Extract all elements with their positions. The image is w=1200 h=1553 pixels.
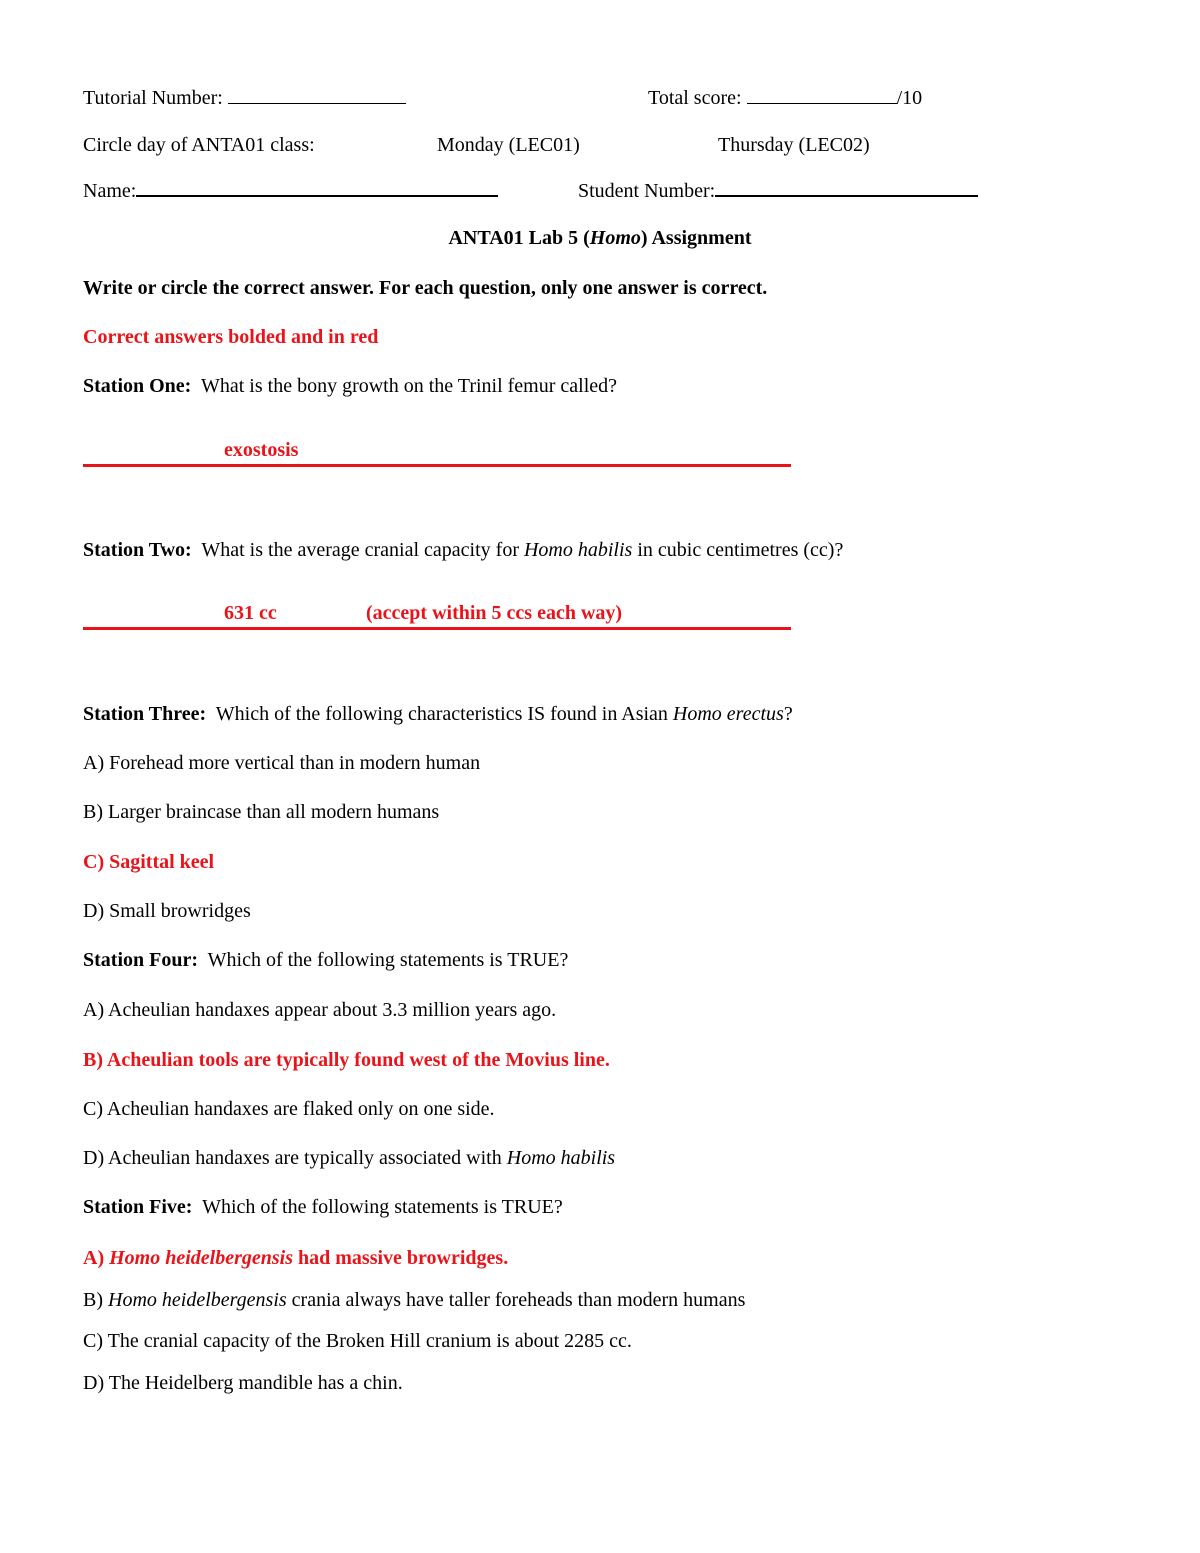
tutorial-number-row: [83, 88, 406, 108]
station-three-option-b[interactable]: B) Larger braincase than all modern humans: [83, 801, 440, 823]
total-score-suffix: /10: [896, 87, 923, 109]
station-four-option-a[interactable]: A) Acheulian handaxes appear about 3.3 million years ago.: [83, 999, 557, 1021]
station-four-option-b[interactable]: B) Acheulian tools are typically found west of the Movius line.: [83, 1049, 610, 1071]
page-title: ANTA01 Lab 5 (Homo) Assignment: [448, 227, 752, 249]
station-two-answer-line[interactable]: [83, 601, 791, 630]
total-score-label: Total score:: [648, 87, 742, 109]
station-three-question: Station Three: Which of the following characteristics IS found in Asian Homo erectus?: [83, 703, 793, 725]
station-three-option-a[interactable]: A) Forehead more vertical than in modern human: [83, 752, 481, 774]
station-two-answer: 631 cc: [224, 602, 277, 624]
total-score-row: [648, 88, 922, 108]
student-number-field[interactable]: [715, 195, 978, 197]
station-four-option-d[interactable]: D) Acheulian handaxes are typically associated with Homo habilis: [83, 1147, 616, 1169]
student-number-row: [578, 181, 978, 201]
station-two-answer-note: (accept within 5 ccs each way): [366, 602, 623, 624]
station-five-option-b[interactable]: B) Homo heidelbergensis crania always have taller foreheads than modern humans: [83, 1289, 746, 1311]
station-four-option-c[interactable]: C) Acheulian handaxes are flaked only on one side.: [83, 1098, 495, 1120]
tutorial-number-label: Tutorial Number:: [83, 87, 223, 109]
tutorial-number-field[interactable]: [228, 103, 406, 104]
station-one-question: Station One: What is the bony growth on the Trinil femur called?: [83, 375, 618, 397]
station-five-option-a[interactable]: A) Homo heidelbergensis had massive browridges.: [83, 1247, 509, 1269]
answer-key-note: Correct answers bolded and in red: [83, 326, 379, 348]
student-number-label: Student Number:: [578, 180, 716, 202]
total-score-field[interactable]: [747, 103, 897, 104]
station-five-option-c[interactable]: C) The cranial capacity of the Broken Hill cranium is about 2285 cc.: [83, 1330, 632, 1352]
station-one-answer: exostosis: [224, 439, 299, 461]
station-three-option-c[interactable]: C) Sagittal keel: [83, 851, 215, 873]
station-three-option-d[interactable]: D) Small browridges: [83, 900, 251, 922]
circle-day-label: Circle day of ANTA01 class:: [83, 134, 315, 156]
station-four-question: Station Four: Which of the following statements is TRUE?: [83, 949, 569, 971]
name-field[interactable]: [136, 195, 498, 197]
station-five-option-d[interactable]: D) The Heidelberg mandible has a chin.: [83, 1372, 403, 1394]
name-row: [83, 181, 498, 201]
option-monday[interactable]: Monday (LEC01): [437, 134, 580, 156]
option-thursday[interactable]: Thursday (LEC02): [718, 134, 870, 156]
instructions: Write or circle the correct answer. For each question, only one answer is correct.: [83, 277, 768, 299]
station-one-answer-line[interactable]: [83, 438, 791, 467]
station-five-question: Station Five: Which of the following statements is TRUE?: [83, 1196, 563, 1218]
station-two-question: Station Two: What is the average cranial capacity for Homo habilis in cubic centimetres (cc)?: [83, 539, 844, 561]
name-label: Name:: [83, 180, 137, 202]
